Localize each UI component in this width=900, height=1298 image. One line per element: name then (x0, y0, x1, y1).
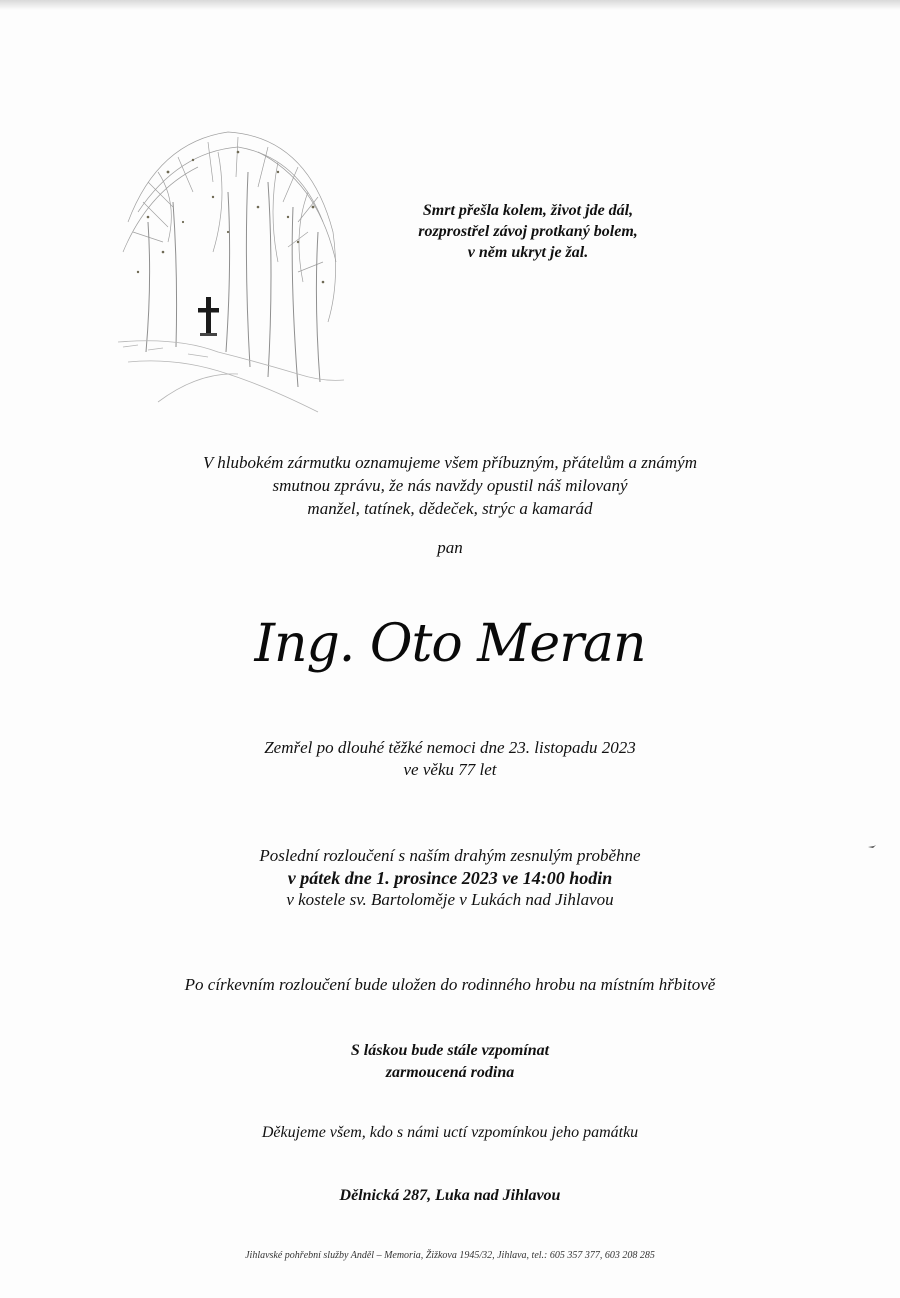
thanks-note: Děkujeme všem, kdo s námi uctí vzpomínkou jeho památku (261, 1124, 639, 1141)
family-line: zarmoucená rodina (385, 1064, 515, 1081)
death-line: Zemřel po dlouhé těžké nemoci dne 23. listopadu 2023 (264, 738, 636, 757)
farewell-intro: Poslední rozloučení s naším drahým zesnulým proběhne (259, 846, 641, 865)
death-notice (0, 737, 900, 781)
scan-speck (868, 845, 876, 849)
announcement-line: smutnou zprávu, že nás navždy opustil náš milovaný (272, 476, 628, 495)
trees-cross-illustration (118, 112, 344, 432)
honorific: pan (437, 538, 463, 557)
death-line: ve věku 77 let (403, 760, 497, 779)
farewell-datetime: v pátek dne 1. prosince 2023 ve 14:00 hodin (287, 868, 613, 888)
burial-note: Po církevním rozloučení bude uložen do rodinného hrobu na místním hřbitově (184, 975, 716, 994)
scan-edge-shadow (0, 0, 900, 10)
verse-line: Smrt přešla kolem, život jde dál, (422, 202, 634, 219)
deceased-name: Ing. Oto Meran (254, 614, 646, 674)
verse (390, 200, 666, 263)
announcement-text (0, 451, 900, 520)
announcement-line: manžel, tatínek, dědeček, strýc a kamarád (307, 499, 593, 518)
family-signature (0, 1040, 900, 1084)
ground-path (118, 341, 344, 412)
family-line: S láskou bude stále vzpomínat (350, 1042, 550, 1059)
announcement-line: V hlubokém zármutku oznamujeme všem příbuzným, přátelům a známým (202, 453, 698, 472)
verse-line: rozprostřel závoj protkaný bolem, (418, 223, 638, 240)
verse-line: v něm ukryt je žal. (467, 244, 589, 261)
farewell-place: v kostele sv. Bartoloměje v Lukách nad Jihlavou (286, 890, 614, 909)
funeral-service-footer: Jihlavské pohřební služby Anděl – Memoria, Žižkova 1945/32, Jihlava, tel.: 605 357 377, 603 208 285 (245, 1250, 655, 1261)
farewell-details (0, 845, 900, 911)
cross-icon (198, 297, 219, 336)
family-address: Dělnická 287, Luka nad Jihlavou (339, 1187, 561, 1204)
tree-trunks (146, 172, 320, 387)
